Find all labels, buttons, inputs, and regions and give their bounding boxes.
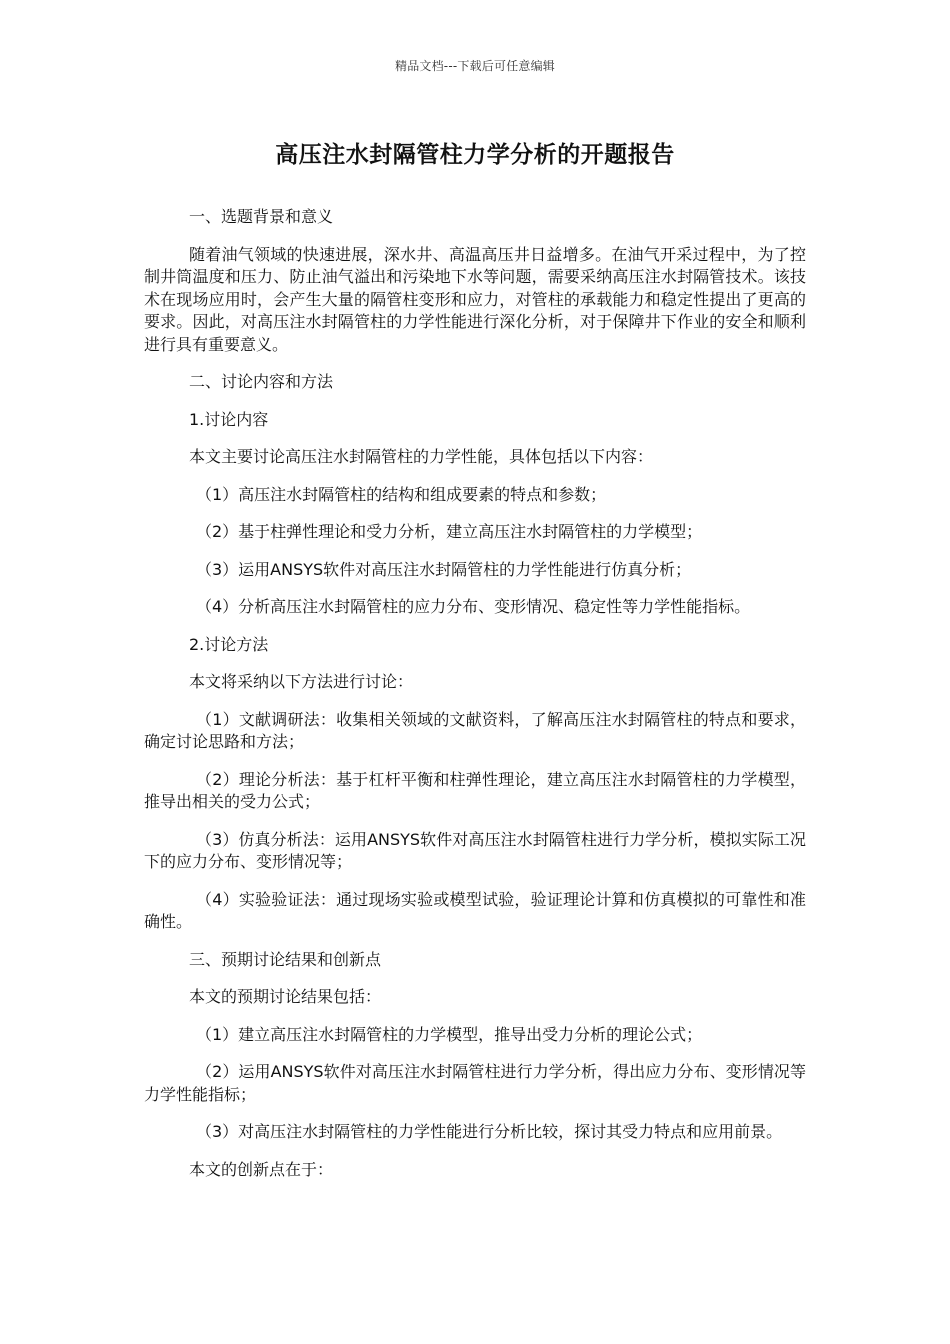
header-note: 精品文档---下载后可任意编辑	[395, 59, 555, 73]
section-heading-background: 一、选题背景和意义	[189, 207, 334, 226]
list-item: （3）运用ANSYS软件对高压注水封隔管柱的力学性能进行仿真分析；	[196, 559, 692, 579]
paragraph-content-intro: 本文主要讨论高压注水封隔管柱的力学性能，具体包括以下内容：	[189, 447, 654, 466]
list-item: （1）建立高压注水封隔管柱的力学模型，推导出受力分析的理论公式；	[196, 1024, 703, 1044]
list-item: （3）对高压注水封隔管柱的力学性能进行分析比较，探讨其受力特点和应用前景。	[196, 1122, 783, 1141]
list-item: （1）高压注水封隔管柱的结构和组成要素的特点和参数；	[196, 484, 607, 504]
list-item: （2）运用ANSYS软件对高压注水封隔管柱进行力学分析，得出应力分布、变形情况等力学性能指标；	[144, 1062, 806, 1104]
paragraph-method-intro: 本文将采纳以下方法进行讨论：	[189, 672, 414, 691]
section-heading-results: 三、预期讨论结果和创新点	[189, 949, 382, 969]
list-item: （1）文献调研法：收集相关领域的文献资料，了解高压注水封隔管柱的特点和要求，确定讨论思路和方法；	[144, 709, 806, 751]
paragraph-innovation-intro: 本文的创新点在于：	[189, 1159, 334, 1179]
list-item: （2）基于柱弹性理论和受力分析，建立高压注水封隔管柱的力学模型；	[196, 522, 703, 541]
paragraph-background: 随着油气领域的快速进展，深水井、高温高压井日益增多。在油气开采过程中，为了控制井筒温度和压力、防止油气溢出和污染地下水等问题，需要采纳高压注水封隔管技术。该技术在现场应用时，会产生大量的隔管柱变形和应力，对管柱的承载能力和稳定性提出了更高的要求。因此，对高压注水封隔管柱的力学性能进行深化分析，对于保障井下作业的安全和顺利进行具有重要意义。	[144, 244, 806, 354]
list-item: （4）实验验证法：通过现场实验或模型试验，验证理论计算和仿真模拟的可靠性和准确性。	[144, 889, 806, 931]
document-body	[144, 206, 806, 1181]
document-title: 高压注水封隔管柱力学分析的开题报告	[275, 142, 675, 168]
list-item: （2）理论分析法：基于杠杆平衡和柱弹性理论，建立高压注水封隔管柱的力学模型，推导出相关的受力公式；	[144, 769, 806, 811]
subheading-content: 1.讨论内容	[189, 409, 269, 429]
subheading-method: 2.讨论方法	[189, 634, 269, 654]
list-item: （4）分析高压注水封隔管柱的应力分布、变形情况、稳定性等力学性能指标。	[196, 597, 751, 616]
paragraph-results-intro: 本文的预期讨论结果包括：	[189, 987, 382, 1006]
list-item: （3）仿真分析法：运用ANSYS软件对高压注水封隔管柱进行力学分析，模拟实际工况下的应力分布、变形情况等；	[144, 829, 806, 871]
section-heading-content-method: 二、讨论内容和方法	[189, 372, 334, 391]
